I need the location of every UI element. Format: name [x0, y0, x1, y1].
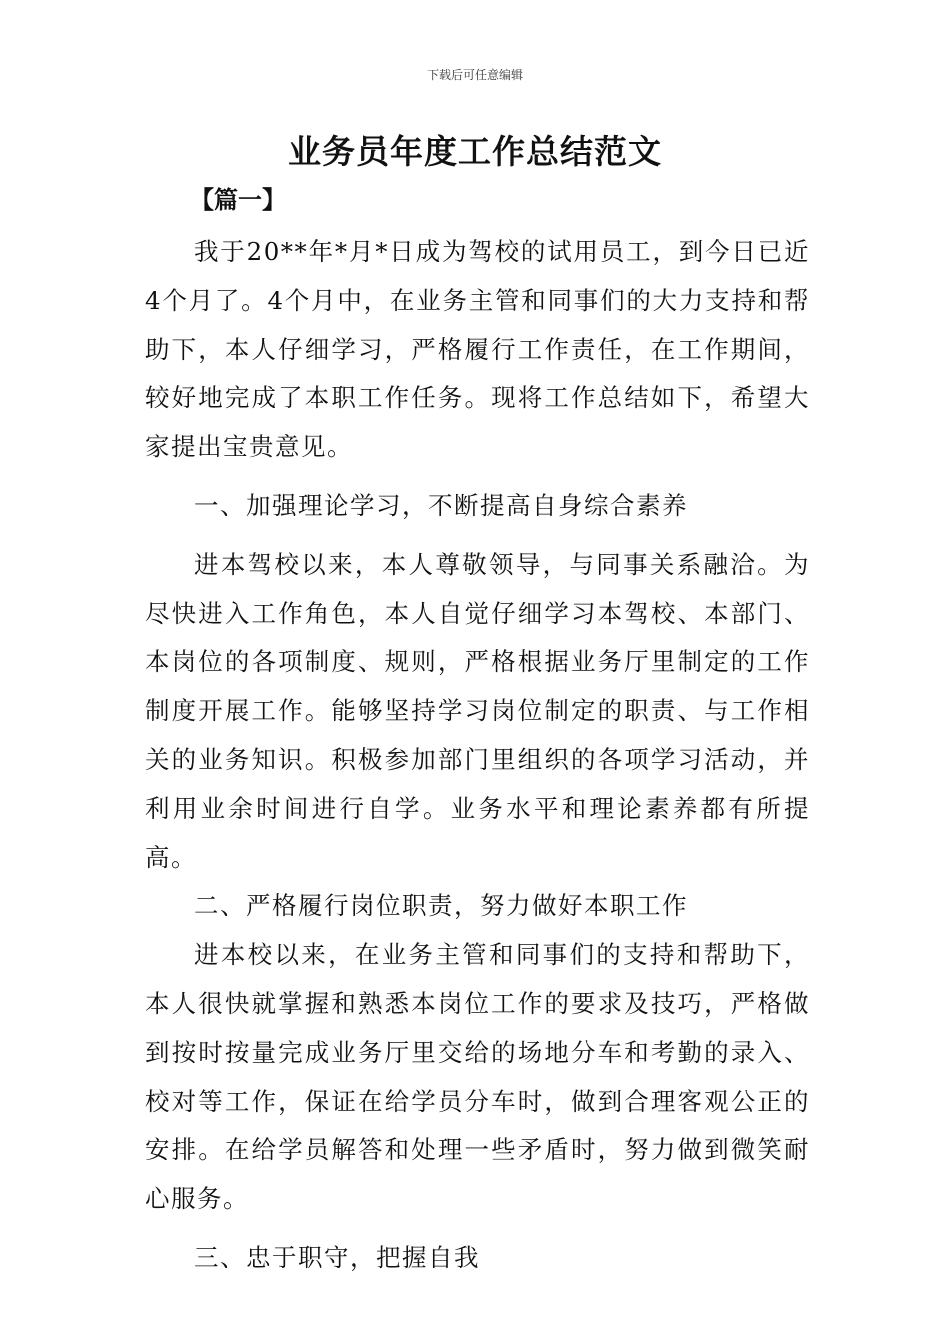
section-heading-2: 二、严格履行岗位职责，努力做好本职工作: [194, 891, 688, 921]
section-heading-1: 一、加强理论学习，不断提高自身综合素养: [194, 490, 688, 520]
body-paragraph-2: 进本校以来，在业务主管和同事们的支持和帮助下，本人很快就掌握和熟悉本岗位工作的要求及技巧，严格做到按时按量完成业务厅里交给的场地分车和考勤的录入、校对等工作，保证在给学员分车时，做到合理客观公正的安排。在给学员解答和处理一些矛盾时，努力做到微笑耐心服务。: [145, 940, 810, 1214]
body-paragraph-1: 进本驾校以来，本人尊敬领导，与同事关系融洽。为尽快进入工作角色，本人自觉仔细学习本驾校、本部门、本岗位的各项制度、规则，严格根据业务厅里制定的工作制度开展工作。能够坚持学习岗位制定的职责、与工作相关的业务知识。积极参加部门里组织的各项学习活动，并利用业余时间进行自学。业务水平和理论素养都有所提高。: [145, 549, 810, 872]
section-heading-3: 三、忠于职守，把握自我: [194, 1242, 480, 1272]
header-note: 下载后可任意编辑: [426, 68, 523, 82]
intro-paragraph: 我于20**年*月*日成为驾校的试用员工，到今日已近4个月了。4个月中，在业务主管和同事们的大力支持和帮助下，本人仔细学习，严格履行工作责任，在工作期间，较好地完成了本职工作任务。现将工作总结如下，希望大家提出宝贵意见。: [145, 237, 810, 462]
document-body: [145, 228, 810, 1283]
document-title: 业务员年度工作总结范文: [288, 132, 662, 171]
section-tag: 【篇一】: [190, 185, 286, 214]
